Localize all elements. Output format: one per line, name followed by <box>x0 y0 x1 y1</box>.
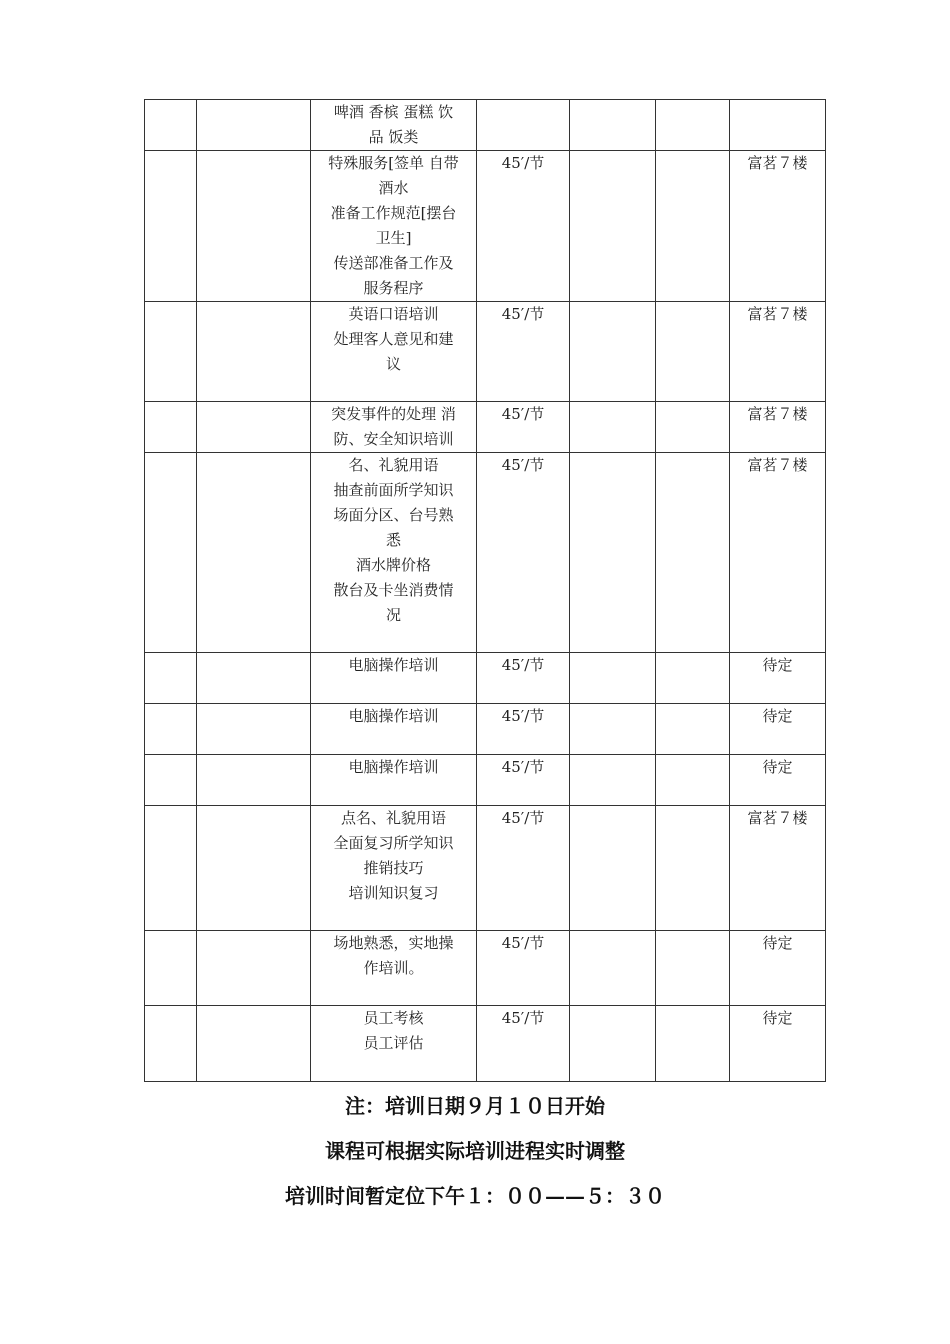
cell-duration: 45′/节 <box>477 453 570 653</box>
cell-duration <box>477 100 570 151</box>
topic-line: 电脑操作培训 <box>348 656 439 674</box>
cell-empty <box>197 302 311 402</box>
cell-topic <box>311 453 477 653</box>
cell-duration: 45′/节 <box>477 755 570 806</box>
cell-empty <box>656 704 730 755</box>
topic-line: 议 <box>385 355 401 373</box>
topic-line: 防、安全知识培训 <box>333 430 454 448</box>
cell-empty <box>570 453 656 653</box>
topic-line: 啤酒 香槟 蛋糕 饮 <box>333 103 454 121</box>
cell-empty <box>197 1006 311 1082</box>
cell-empty <box>570 1006 656 1082</box>
notes-block <box>0 1088 950 1210</box>
topic-line: 电脑操作培训 <box>348 758 439 776</box>
training-schedule-table <box>144 99 826 1082</box>
cell-location: 待定 <box>730 931 826 1006</box>
topic-line: 悉 <box>385 531 401 549</box>
cell-empty <box>656 453 730 653</box>
cell-location: 富茗７楼 <box>730 402 826 453</box>
cell-topic <box>311 302 477 402</box>
table-row <box>145 100 826 151</box>
cell-empty <box>570 755 656 806</box>
cell-empty <box>656 755 730 806</box>
cell-empty <box>145 302 197 402</box>
cell-duration: 45′/节 <box>477 704 570 755</box>
cell-location: 待定 <box>730 755 826 806</box>
topic-line: 员工考核 <box>363 1009 424 1027</box>
cell-duration: 45′/节 <box>477 151 570 302</box>
topic-line: 全面复习所学知识 <box>333 834 454 852</box>
cell-empty <box>145 1006 197 1082</box>
cell-empty <box>145 402 197 453</box>
cell-location: 待定 <box>730 653 826 704</box>
cell-topic <box>311 151 477 302</box>
topic-line: 处理客人意见和建 <box>333 330 454 348</box>
topic-line: 点名、礼貌用语 <box>340 809 446 827</box>
topic-line: 准备工作规范[摆台 <box>330 204 457 222</box>
cell-empty <box>145 755 197 806</box>
cell-empty <box>656 100 730 151</box>
cell-empty <box>570 806 656 931</box>
topic-line: 突发事件的处理 消 <box>331 405 456 423</box>
topic-line: 英语口语培训 <box>348 305 439 323</box>
table-row <box>145 806 826 931</box>
cell-empty <box>145 704 197 755</box>
cell-empty <box>656 1006 730 1082</box>
cell-empty <box>197 151 311 302</box>
cell-topic <box>311 402 477 453</box>
table-row <box>145 755 826 806</box>
cell-empty <box>197 755 311 806</box>
cell-empty <box>570 704 656 755</box>
cell-topic <box>311 704 477 755</box>
cell-empty <box>570 931 656 1006</box>
topic-line: 酒水 <box>378 179 409 197</box>
cell-empty <box>656 653 730 704</box>
table-row <box>145 302 826 402</box>
cell-topic <box>311 931 477 1006</box>
cell-location: 富茗７楼 <box>730 453 826 653</box>
cell-empty <box>570 151 656 302</box>
cell-empty <box>145 806 197 931</box>
cell-duration: 45′/节 <box>477 302 570 402</box>
topic-line: 推销技巧 <box>363 859 424 877</box>
topic-line: 作培训。 <box>363 959 424 977</box>
cell-empty <box>570 653 656 704</box>
cell-empty <box>197 931 311 1006</box>
topic-line: 场地熟悉，实地操 <box>333 934 454 952</box>
cell-topic <box>311 806 477 931</box>
cell-empty <box>570 100 656 151</box>
topic-line: 员工评估 <box>363 1034 424 1052</box>
table-row <box>145 453 826 653</box>
note-start-date: 注：培训日期９月１０日开始 <box>345 1094 605 1118</box>
topic-line: 抽查前面所学知识 <box>333 481 454 499</box>
topic-line: 传送部准备工作及 <box>333 254 454 272</box>
cell-empty <box>656 302 730 402</box>
cell-empty <box>197 806 311 931</box>
cell-location: 富茗７楼 <box>730 302 826 402</box>
topic-line: 酒水牌价格 <box>355 556 431 574</box>
cell-empty <box>656 402 730 453</box>
cell-duration: 45′/节 <box>477 806 570 931</box>
topic-line: 卫生] <box>375 229 412 247</box>
cell-empty <box>656 151 730 302</box>
cell-empty <box>145 453 197 653</box>
cell-location: 富茗７楼 <box>730 151 826 302</box>
cell-location: 待定 <box>730 704 826 755</box>
table-row <box>145 151 826 302</box>
cell-topic <box>311 755 477 806</box>
topic-line: 场面分区、台号熟 <box>333 506 454 524</box>
note-adjustable: 课程可根据实际培训进程实时调整 <box>325 1139 625 1163</box>
cell-empty <box>145 151 197 302</box>
cell-location: 待定 <box>730 1006 826 1082</box>
cell-empty <box>656 931 730 1006</box>
cell-empty <box>197 453 311 653</box>
table-row <box>145 1006 826 1082</box>
cell-topic <box>311 653 477 704</box>
table-row <box>145 931 826 1006</box>
cell-duration: 45′/节 <box>477 931 570 1006</box>
cell-empty <box>656 806 730 931</box>
topic-line: 电脑操作培训 <box>348 707 439 725</box>
cell-empty <box>570 402 656 453</box>
cell-empty <box>197 100 311 151</box>
note-time: 培训时间暂定位下午１：００——５：３０ <box>285 1184 665 1208</box>
cell-location: 富茗７楼 <box>730 806 826 931</box>
topic-line: 品 饭类 <box>368 128 419 146</box>
cell-location <box>730 100 826 151</box>
table-row <box>145 653 826 704</box>
cell-empty <box>197 402 311 453</box>
cell-duration: 45′/节 <box>477 653 570 704</box>
topic-line: 名、礼貌用语 <box>348 456 439 474</box>
cell-empty <box>145 100 197 151</box>
cell-empty <box>197 653 311 704</box>
cell-empty <box>145 931 197 1006</box>
topic-line: 况 <box>385 606 401 624</box>
topic-line: 培训知识复习 <box>348 884 439 902</box>
cell-empty <box>570 302 656 402</box>
topic-line: 服务程序 <box>363 279 424 297</box>
cell-topic <box>311 100 477 151</box>
topic-line: 特殊服务[签单 自带 <box>328 154 459 172</box>
cell-duration: 45′/节 <box>477 402 570 453</box>
cell-duration: 45′/节 <box>477 1006 570 1082</box>
cell-empty <box>197 704 311 755</box>
cell-topic <box>311 1006 477 1082</box>
topic-line: 散台及卡坐消费情 <box>333 581 454 599</box>
table-row <box>145 402 826 453</box>
cell-empty <box>145 653 197 704</box>
table-row <box>145 704 826 755</box>
